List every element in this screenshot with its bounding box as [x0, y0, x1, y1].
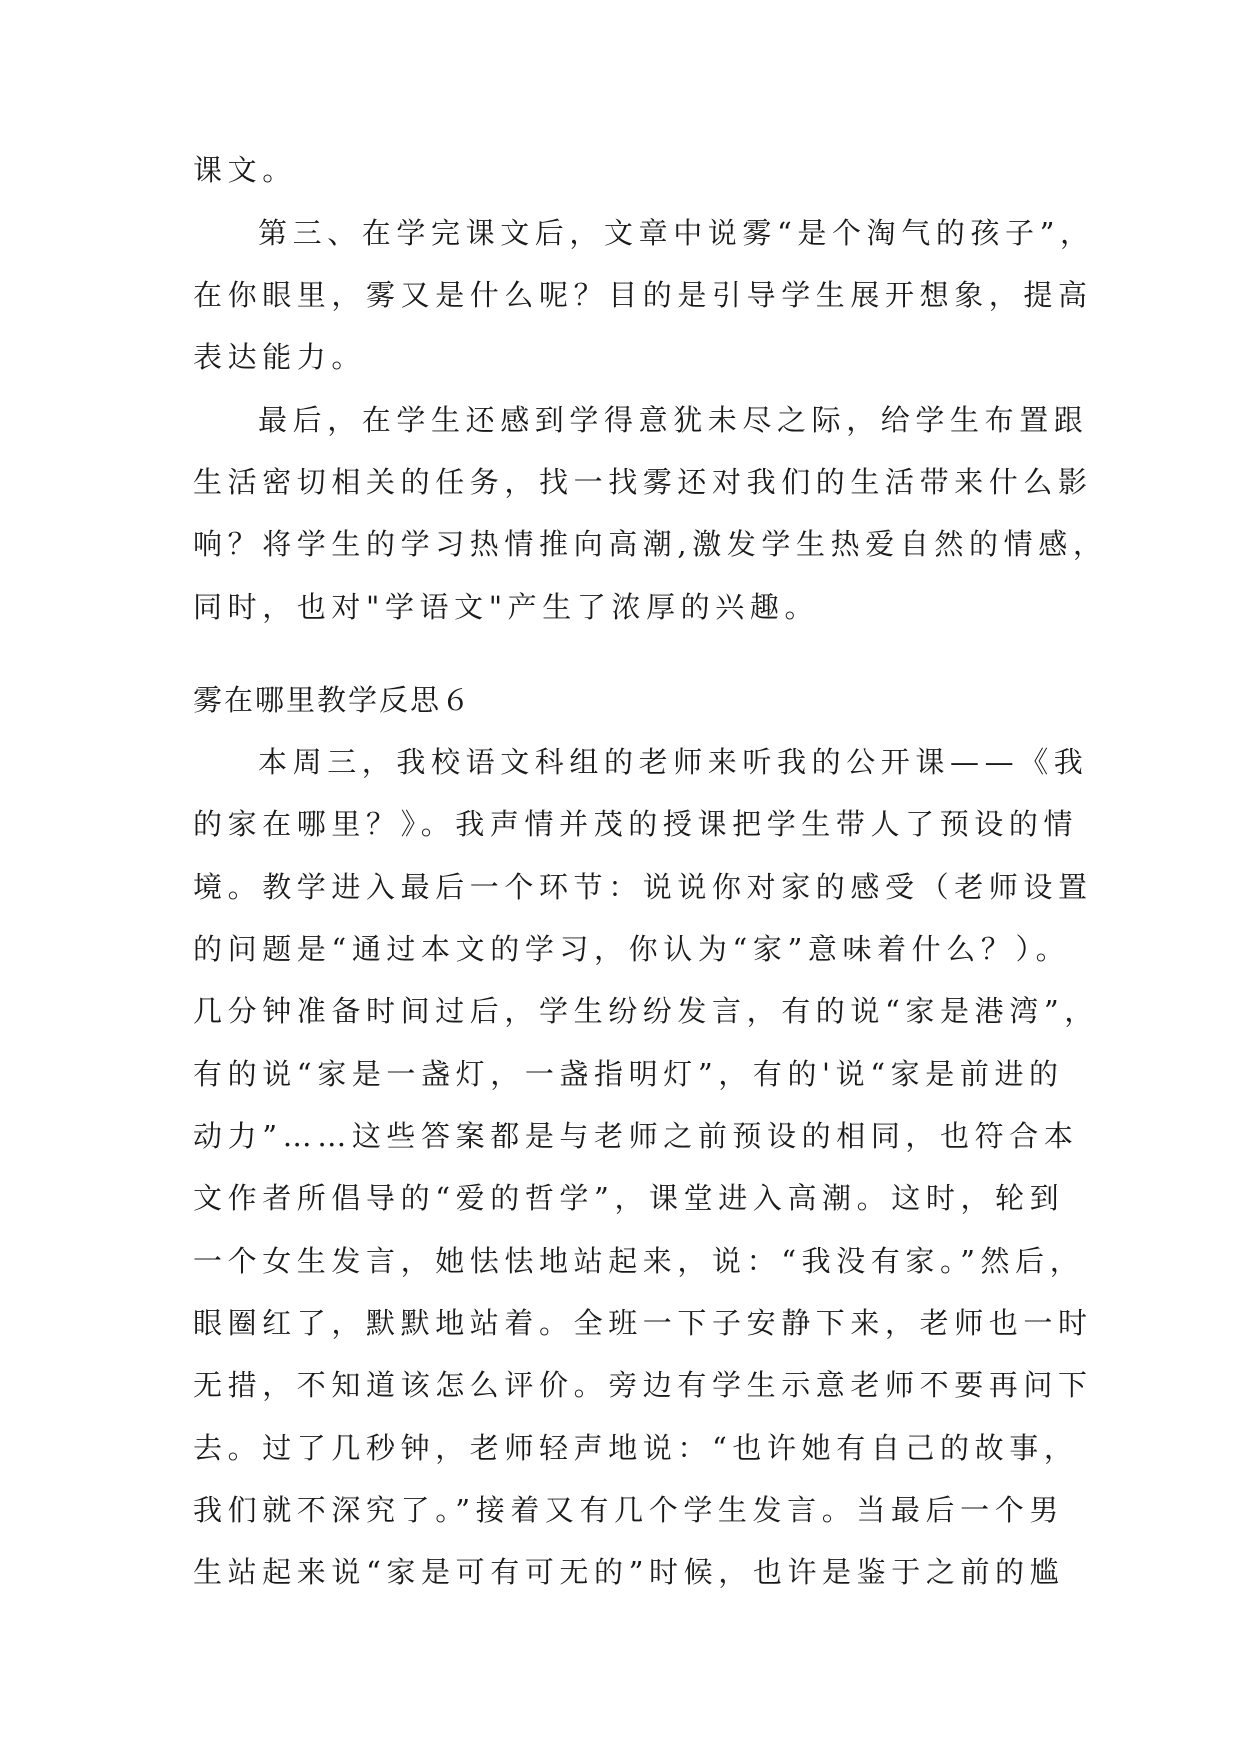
text-line: 文作者所倡导的“爱的哲学”，课堂进入高潮。这时，轮到 [193, 1181, 1065, 1215]
text-line: 一个女生发言，她怯怯地站起来，说：“我没有家。”然后， [193, 1244, 1085, 1278]
text-line: 同时，也对"学语文"产生了浓厚的兴趣。 [193, 590, 820, 624]
text-line: 去。过了几秒钟，老师轻声地说：“也许她有自己的故事， [193, 1431, 1079, 1465]
text-line: 表达能力。 [193, 340, 367, 374]
text-line: 无措，不知道该怎么评价。旁边有学生示意老师不要再问下 [193, 1368, 1093, 1402]
text-line: 眼圈红了，默默地站着。全班一下子安静下来，老师也一时 [193, 1306, 1093, 1340]
section-heading: 雾在哪里教学反思６ [193, 683, 473, 717]
text-line: 在你眼里，雾又是什么呢？目的是引导学生展开想象，提高 [193, 278, 1093, 312]
text-line: 的家在哪里？》。我声情并茂的授课把学生带人了预设的情 [193, 807, 1079, 841]
text-line: 我们就不深究了。”接着又有几个学生发言。当最后一个男 [193, 1493, 1064, 1527]
text-line: 境。教学进入最后一个环节：说说你对家的感受（老师设置 [193, 870, 1093, 904]
text-line: 课文。 [193, 153, 297, 187]
text-line: 生站起来说“家是可有可无的”时候，也许是鉴于之前的尴 [193, 1555, 1065, 1589]
text-line: 动力”……这些答案都是与老师之前预设的相同，也符合本 [193, 1119, 1079, 1153]
text-line: 有的说“家是一盏灯，一盏指明灯”，有的'说“家是前进的 [193, 1057, 1064, 1091]
text-line: 最后，在学生还感到学得意犹未尽之际，给学生布置跟 [258, 403, 1089, 437]
text-line: 本周三，我校语文科组的老师来听我的公开课——《我 [258, 745, 1089, 779]
text-line: 第三、在学完课文后，文章中说雾“是个淘气的孩子”， [258, 216, 1095, 250]
text-line: 几分钟准备时间过后，学生纷纷发言，有的说“家是港湾”， [193, 994, 1099, 1028]
text-line: 响？将学生的学习热情推向高潮,激发学生热爱自然的情感， [193, 527, 1108, 561]
text-line: 生活密切相关的任务，找一找雾还对我们的生活带来什么影 [193, 465, 1093, 499]
text-line: 的问题是“通过本文的学习，你认为“家”意味着什么？）。 [193, 932, 1071, 966]
